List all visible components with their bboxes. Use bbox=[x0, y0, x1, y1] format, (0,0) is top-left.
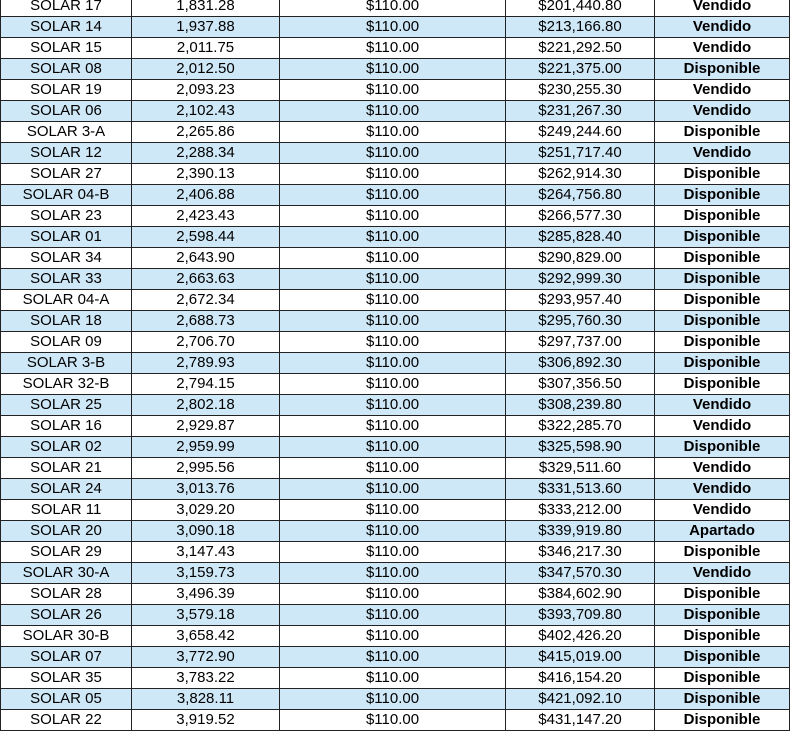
lot-name-cell: SOLAR 01 bbox=[1, 227, 132, 248]
price-per-m2-cell: $110.00 bbox=[280, 290, 506, 311]
price-per-m2-cell: $110.00 bbox=[280, 269, 506, 290]
status-cell: Vendido bbox=[655, 0, 790, 17]
price-per-m2-cell: $110.00 bbox=[280, 59, 506, 80]
status-cell: Vendido bbox=[655, 80, 790, 101]
status-cell: Vendido bbox=[655, 563, 790, 584]
area-cell: 2,102.43 bbox=[132, 101, 280, 122]
area-cell: 2,789.93 bbox=[132, 353, 280, 374]
total-price-cell: $393,709.80 bbox=[506, 605, 655, 626]
status-cell: Disponible bbox=[655, 710, 790, 731]
lot-name-cell: SOLAR 06 bbox=[1, 101, 132, 122]
table-row bbox=[1, 479, 790, 500]
price-per-m2-cell: $110.00 bbox=[280, 38, 506, 59]
status-cell: Vendido bbox=[655, 395, 790, 416]
area-cell: 2,288.34 bbox=[132, 143, 280, 164]
lot-name-cell: SOLAR 12 bbox=[1, 143, 132, 164]
lot-name-cell: SOLAR 34 bbox=[1, 248, 132, 269]
table-row bbox=[1, 458, 790, 479]
table-row bbox=[1, 416, 790, 437]
area-cell: 3,828.11 bbox=[132, 689, 280, 710]
total-price-cell: $325,598.90 bbox=[506, 437, 655, 458]
area-cell: 2,012.50 bbox=[132, 59, 280, 80]
table-row bbox=[1, 122, 790, 143]
table-row bbox=[1, 206, 790, 227]
lot-name-cell: SOLAR 25 bbox=[1, 395, 132, 416]
price-per-m2-cell: $110.00 bbox=[280, 542, 506, 563]
table-row bbox=[1, 395, 790, 416]
lot-name-cell: SOLAR 19 bbox=[1, 80, 132, 101]
total-price-cell: $384,602.90 bbox=[506, 584, 655, 605]
total-price-cell: $333,212.00 bbox=[506, 500, 655, 521]
status-cell: Vendido bbox=[655, 17, 790, 38]
status-cell: Disponible bbox=[655, 542, 790, 563]
status-cell: Disponible bbox=[655, 332, 790, 353]
status-cell: Disponible bbox=[655, 59, 790, 80]
lot-name-cell: SOLAR 21 bbox=[1, 458, 132, 479]
total-price-cell: $347,570.30 bbox=[506, 563, 655, 584]
total-price-cell: $201,440.80 bbox=[506, 0, 655, 17]
price-per-m2-cell: $110.00 bbox=[280, 80, 506, 101]
table-row bbox=[1, 17, 790, 38]
total-price-cell: $331,513.60 bbox=[506, 479, 655, 500]
table-row bbox=[1, 332, 790, 353]
price-per-m2-cell: $110.00 bbox=[280, 479, 506, 500]
area-cell: 2,011.75 bbox=[132, 38, 280, 59]
total-price-cell: $213,166.80 bbox=[506, 17, 655, 38]
total-price-cell: $339,919.80 bbox=[506, 521, 655, 542]
price-per-m2-cell: $110.00 bbox=[280, 605, 506, 626]
table-row bbox=[1, 290, 790, 311]
table-row bbox=[1, 311, 790, 332]
area-cell: 2,706.70 bbox=[132, 332, 280, 353]
lot-name-cell: SOLAR 02 bbox=[1, 437, 132, 458]
total-price-cell: $402,426.20 bbox=[506, 626, 655, 647]
total-price-cell: $292,999.30 bbox=[506, 269, 655, 290]
price-per-m2-cell: $110.00 bbox=[280, 437, 506, 458]
area-cell: 2,598.44 bbox=[132, 227, 280, 248]
table-row bbox=[1, 710, 790, 731]
area-cell: 2,929.87 bbox=[132, 416, 280, 437]
total-price-cell: $221,375.00 bbox=[506, 59, 655, 80]
area-cell: 2,265.86 bbox=[132, 122, 280, 143]
price-per-m2-cell: $110.00 bbox=[280, 563, 506, 584]
table-row bbox=[1, 626, 790, 647]
total-price-cell: $285,828.40 bbox=[506, 227, 655, 248]
area-cell: 2,995.56 bbox=[132, 458, 280, 479]
lots-table-body bbox=[1, 0, 790, 731]
total-price-cell: $307,356.50 bbox=[506, 374, 655, 395]
lot-name-cell: SOLAR 04-B bbox=[1, 185, 132, 206]
area-cell: 3,783.22 bbox=[132, 668, 280, 689]
status-cell: Disponible bbox=[655, 647, 790, 668]
table-row bbox=[1, 269, 790, 290]
lot-name-cell: SOLAR 33 bbox=[1, 269, 132, 290]
lot-name-cell: SOLAR 22 bbox=[1, 710, 132, 731]
status-cell: Vendido bbox=[655, 38, 790, 59]
price-per-m2-cell: $110.00 bbox=[280, 101, 506, 122]
lot-name-cell: SOLAR 08 bbox=[1, 59, 132, 80]
table-row bbox=[1, 374, 790, 395]
price-per-m2-cell: $110.00 bbox=[280, 689, 506, 710]
price-per-m2-cell: $110.00 bbox=[280, 248, 506, 269]
total-price-cell: $322,285.70 bbox=[506, 416, 655, 437]
area-cell: 2,663.63 bbox=[132, 269, 280, 290]
table-row bbox=[1, 185, 790, 206]
total-price-cell: $421,092.10 bbox=[506, 689, 655, 710]
lot-name-cell: SOLAR 29 bbox=[1, 542, 132, 563]
status-cell: Vendido bbox=[655, 143, 790, 164]
lot-name-cell: SOLAR 3-B bbox=[1, 353, 132, 374]
price-per-m2-cell: $110.00 bbox=[280, 17, 506, 38]
total-price-cell: $290,829.00 bbox=[506, 248, 655, 269]
total-price-cell: $264,756.80 bbox=[506, 185, 655, 206]
lot-name-cell: SOLAR 30-A bbox=[1, 563, 132, 584]
total-price-cell: $415,019.00 bbox=[506, 647, 655, 668]
lot-name-cell: SOLAR 04-A bbox=[1, 290, 132, 311]
total-price-cell: $231,267.30 bbox=[506, 101, 655, 122]
status-cell: Vendido bbox=[655, 416, 790, 437]
price-per-m2-cell: $110.00 bbox=[280, 626, 506, 647]
area-cell: 1,937.88 bbox=[132, 17, 280, 38]
price-per-m2-cell: $110.00 bbox=[280, 311, 506, 332]
status-cell: Vendido bbox=[655, 101, 790, 122]
lot-name-cell: SOLAR 11 bbox=[1, 500, 132, 521]
price-per-m2-cell: $110.00 bbox=[280, 416, 506, 437]
table-row bbox=[1, 647, 790, 668]
lot-name-cell: SOLAR 30-B bbox=[1, 626, 132, 647]
table-row bbox=[1, 563, 790, 584]
area-cell: 2,672.34 bbox=[132, 290, 280, 311]
table-row bbox=[1, 353, 790, 374]
total-price-cell: $221,292.50 bbox=[506, 38, 655, 59]
price-per-m2-cell: $110.00 bbox=[280, 143, 506, 164]
total-price-cell: $295,760.30 bbox=[506, 311, 655, 332]
table-row bbox=[1, 164, 790, 185]
status-cell: Vendido bbox=[655, 479, 790, 500]
price-per-m2-cell: $110.00 bbox=[280, 0, 506, 17]
status-cell: Disponible bbox=[655, 353, 790, 374]
price-per-m2-cell: $110.00 bbox=[280, 584, 506, 605]
status-cell: Disponible bbox=[655, 206, 790, 227]
lot-name-cell: SOLAR 35 bbox=[1, 668, 132, 689]
price-per-m2-cell: $110.00 bbox=[280, 458, 506, 479]
status-cell: Disponible bbox=[655, 584, 790, 605]
total-price-cell: $297,737.00 bbox=[506, 332, 655, 353]
price-per-m2-cell: $110.00 bbox=[280, 374, 506, 395]
table-row bbox=[1, 143, 790, 164]
area-cell: 3,772.90 bbox=[132, 647, 280, 668]
table-row bbox=[1, 59, 790, 80]
price-per-m2-cell: $110.00 bbox=[280, 353, 506, 374]
price-per-m2-cell: $110.00 bbox=[280, 185, 506, 206]
lot-name-cell: SOLAR 14 bbox=[1, 17, 132, 38]
area-cell: 3,029.20 bbox=[132, 500, 280, 521]
table-row bbox=[1, 101, 790, 122]
table-row bbox=[1, 521, 790, 542]
total-price-cell: $346,217.30 bbox=[506, 542, 655, 563]
lot-name-cell: SOLAR 27 bbox=[1, 164, 132, 185]
price-per-m2-cell: $110.00 bbox=[280, 206, 506, 227]
table-row bbox=[1, 437, 790, 458]
table-row bbox=[1, 605, 790, 626]
table-row bbox=[1, 227, 790, 248]
price-per-m2-cell: $110.00 bbox=[280, 710, 506, 731]
lot-name-cell: SOLAR 26 bbox=[1, 605, 132, 626]
status-cell: Disponible bbox=[655, 185, 790, 206]
table-row bbox=[1, 668, 790, 689]
price-per-m2-cell: $110.00 bbox=[280, 122, 506, 143]
lot-name-cell: SOLAR 15 bbox=[1, 38, 132, 59]
area-cell: 3,919.52 bbox=[132, 710, 280, 731]
status-cell: Disponible bbox=[655, 248, 790, 269]
total-price-cell: $329,511.60 bbox=[506, 458, 655, 479]
area-cell: 2,643.90 bbox=[132, 248, 280, 269]
area-cell: 3,147.43 bbox=[132, 542, 280, 563]
total-price-cell: $251,717.40 bbox=[506, 143, 655, 164]
lot-name-cell: SOLAR 3-A bbox=[1, 122, 132, 143]
price-per-m2-cell: $110.00 bbox=[280, 668, 506, 689]
area-cell: 2,390.13 bbox=[132, 164, 280, 185]
area-cell: 3,013.76 bbox=[132, 479, 280, 500]
total-price-cell: $262,914.30 bbox=[506, 164, 655, 185]
area-cell: 2,959.99 bbox=[132, 437, 280, 458]
total-price-cell: $306,892.30 bbox=[506, 353, 655, 374]
area-cell: 2,406.88 bbox=[132, 185, 280, 206]
status-cell: Disponible bbox=[655, 122, 790, 143]
status-cell: Disponible bbox=[655, 605, 790, 626]
area-cell: 3,496.39 bbox=[132, 584, 280, 605]
table-row bbox=[1, 80, 790, 101]
lot-name-cell: SOLAR 23 bbox=[1, 206, 132, 227]
table-row bbox=[1, 689, 790, 710]
lot-name-cell: SOLAR 32-B bbox=[1, 374, 132, 395]
price-per-m2-cell: $110.00 bbox=[280, 395, 506, 416]
table-row bbox=[1, 500, 790, 521]
area-cell: 2,688.73 bbox=[132, 311, 280, 332]
table-row bbox=[1, 542, 790, 563]
total-price-cell: $416,154.20 bbox=[506, 668, 655, 689]
lot-name-cell: SOLAR 05 bbox=[1, 689, 132, 710]
area-cell: 3,579.18 bbox=[132, 605, 280, 626]
status-cell: Disponible bbox=[655, 689, 790, 710]
total-price-cell: $431,147.20 bbox=[506, 710, 655, 731]
price-per-m2-cell: $110.00 bbox=[280, 164, 506, 185]
total-price-cell: $308,239.80 bbox=[506, 395, 655, 416]
total-price-cell: $249,244.60 bbox=[506, 122, 655, 143]
area-cell: 2,423.43 bbox=[132, 206, 280, 227]
status-cell: Apartado bbox=[655, 521, 790, 542]
table-row bbox=[1, 38, 790, 59]
area-cell: 1,831.28 bbox=[132, 0, 280, 17]
total-price-cell: $230,255.30 bbox=[506, 80, 655, 101]
lot-name-cell: SOLAR 20 bbox=[1, 521, 132, 542]
price-per-m2-cell: $110.00 bbox=[280, 521, 506, 542]
lot-name-cell: SOLAR 28 bbox=[1, 584, 132, 605]
total-price-cell: $293,957.40 bbox=[506, 290, 655, 311]
status-cell: Disponible bbox=[655, 626, 790, 647]
status-cell: Disponible bbox=[655, 227, 790, 248]
status-cell: Vendido bbox=[655, 500, 790, 521]
status-cell: Disponible bbox=[655, 437, 790, 458]
price-per-m2-cell: $110.00 bbox=[280, 332, 506, 353]
area-cell: 3,658.42 bbox=[132, 626, 280, 647]
status-cell: Vendido bbox=[655, 458, 790, 479]
table-row bbox=[1, 0, 790, 17]
lot-name-cell: SOLAR 07 bbox=[1, 647, 132, 668]
area-cell: 2,794.15 bbox=[132, 374, 280, 395]
lot-name-cell: SOLAR 24 bbox=[1, 479, 132, 500]
status-cell: Disponible bbox=[655, 311, 790, 332]
price-per-m2-cell: $110.00 bbox=[280, 227, 506, 248]
price-per-m2-cell: $110.00 bbox=[280, 647, 506, 668]
lot-name-cell: SOLAR 09 bbox=[1, 332, 132, 353]
status-cell: Disponible bbox=[655, 290, 790, 311]
area-cell: 2,802.18 bbox=[132, 395, 280, 416]
lot-name-cell: SOLAR 16 bbox=[1, 416, 132, 437]
lot-name-cell: SOLAR 17 bbox=[1, 0, 132, 17]
status-cell: Disponible bbox=[655, 269, 790, 290]
area-cell: 3,159.73 bbox=[132, 563, 280, 584]
price-per-m2-cell: $110.00 bbox=[280, 500, 506, 521]
table-row bbox=[1, 584, 790, 605]
status-cell: Disponible bbox=[655, 374, 790, 395]
status-cell: Disponible bbox=[655, 164, 790, 185]
area-cell: 3,090.18 bbox=[132, 521, 280, 542]
table-row bbox=[1, 248, 790, 269]
status-cell: Disponible bbox=[655, 668, 790, 689]
lot-name-cell: SOLAR 18 bbox=[1, 311, 132, 332]
area-cell: 2,093.23 bbox=[132, 80, 280, 101]
total-price-cell: $266,577.30 bbox=[506, 206, 655, 227]
